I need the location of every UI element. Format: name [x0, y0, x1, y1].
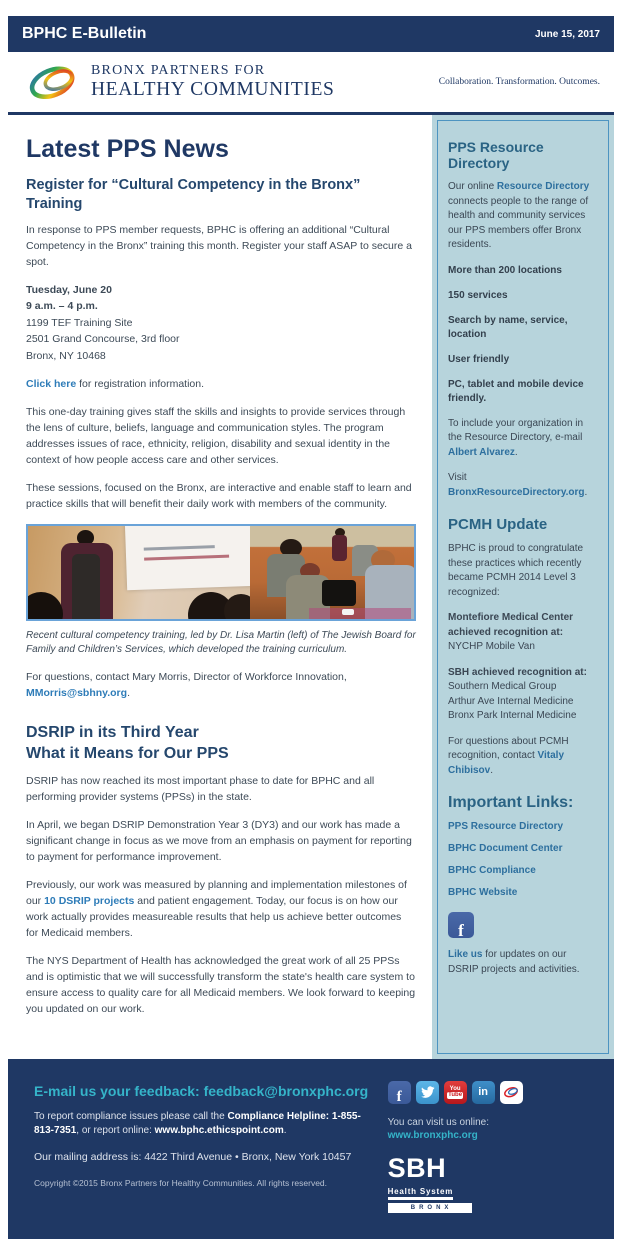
article1-heading: Register for “Cultural Competency in the Bronx” Training	[26, 177, 361, 212]
sbh-logo-bronx: BRONX	[388, 1203, 472, 1213]
facebook-icon[interactable]: f	[388, 1081, 411, 1104]
bulletin-title: BPHC E-Bulletin	[22, 25, 147, 42]
visit-directory-line: Visit BronxResourceDirectory.org.	[448, 472, 588, 498]
montefiore-recognition: Montefiore Medical Center achieved recognition at: NYCHP Mobile Van	[448, 612, 574, 652]
link-pps-resource-directory[interactable]: PPS Resource Directory	[448, 821, 564, 832]
include-org-note: To include your organization in the Resource Directory, e-mail Albert Alvarez.	[448, 417, 584, 458]
photo-caption: Recent cultural competency training, led by Dr. Lisa Martin (left) of The Jewish Board for Family and Children’s Services, which developed the training curriculum.	[26, 630, 416, 656]
bronx-resource-directory-link[interactable]: BronxResourceDirectory.org	[448, 486, 585, 498]
youtube-icon[interactable]: You Tube	[444, 1081, 467, 1104]
article1-para1: This one-day training gives staff the skills and insights to provide services through the lens of culture, beliefs, language and communication styles. The program addresses issues of race, ethnicity, religion, disability and sexual identity in the context of how people access care and other services.	[26, 406, 406, 467]
training-photo	[26, 524, 416, 621]
footer-left	[34, 1075, 372, 1213]
article2-para4: The NYS Department of Health has acknowledged the great work of all 25 PPSs and is optimistic that we will successfully transform the state's health care system to ensure access to quality care for all Medicaid members. We look forward to keeping you updated on our work.	[26, 954, 416, 1015]
mmorris-email-link[interactable]: MMorris@sbhny.org	[26, 687, 128, 700]
projection-screen	[125, 526, 251, 590]
article2-para1: DSRIP has now reached its most important phase to date for BPHC and all performing provider systems (PPSs) in the state.	[26, 774, 375, 803]
contact-text: For questions, contact Mary Morris, Director of Workforce Innovation,	[26, 671, 347, 684]
brand-header	[8, 52, 614, 115]
bphc-swirl-icon[interactable]	[500, 1081, 523, 1104]
instructor-figure	[332, 535, 347, 561]
compliance-line: To report compliance issues please call the Compliance Helpline: 1-855-813-7351, or report online: www.bphc.ethicspoint.com.	[34, 1110, 361, 1136]
article1-para2: These sessions, focused on the Bronx, are interactive and enable staff to learn and practice skills that will benefit their daily work with members of the community.	[26, 482, 412, 511]
sidebar-heading-important-links: Important Links:	[448, 794, 574, 811]
bphc-swirl-logo-icon	[28, 61, 80, 103]
feature-device-friendly: PC, tablet and mobile device friendly.	[448, 378, 584, 404]
event-date: Tuesday, June 20	[26, 283, 112, 296]
bulletin-header-bar	[8, 16, 614, 52]
link-bphc-website[interactable]: BPHC Website	[448, 887, 518, 898]
sidebar	[432, 115, 614, 1059]
albert-alvarez-link[interactable]: Albert Alvarez	[448, 446, 515, 458]
mailing-address: Our mailing address is: 4422 Third Avenue • Bronx, New York 10457	[34, 1150, 352, 1163]
sbh-logo-subtitle: Health System	[388, 1187, 454, 1200]
link-bphc-compliance[interactable]: BPHC Compliance	[448, 865, 536, 876]
org-tagline: Collaboration. Transformation. Outcomes.	[438, 77, 600, 87]
footer	[8, 1059, 614, 1239]
event-site: 1199 TEF Training Site	[26, 316, 133, 329]
event-address: 2501 Grand Concourse, 3rd floor	[26, 333, 180, 346]
section-title: Latest PPS News	[26, 135, 229, 163]
link-bphc-document-center[interactable]: BPHC Document Center	[448, 843, 563, 854]
sbh-logo-name: SBH	[387, 1152, 447, 1183]
sbh-logo	[387, 1152, 596, 1213]
footer-right	[372, 1075, 596, 1213]
bronxphc-website-link[interactable]: www.bronxphc.org	[387, 1129, 478, 1141]
registration-line	[26, 376, 416, 392]
like-us-line: Like us for updates on our DSRIP projects and activities.	[448, 949, 580, 975]
copyright-line: Copyright ©2015 Bronx Partners for Healthy Communities. All rights reserved.	[34, 1177, 328, 1188]
pcmh-intro: BPHC is proud to congratulate these practices which recently became PCMH 2014 Level 3 recognized:	[448, 543, 584, 598]
article1-intro: In response to PPS member requests, BPHC is offering an additional “Cultural Competency in the Bronx” training this month. Register your staff ASAP to secure a spot.	[26, 223, 412, 268]
contact-line: For questions, contact Mary Morris, Director of Workforce Innovation, MMorris@sbhny.org.	[26, 671, 347, 700]
dsrip-projects-link[interactable]: 10 DSRIP projects	[44, 894, 135, 907]
camera	[322, 580, 356, 606]
click-here-link[interactable]: Click here	[26, 378, 77, 391]
audience-head	[224, 594, 251, 619]
resource-directory-link[interactable]: Resource Directory	[496, 181, 590, 192]
audience-head	[28, 592, 63, 619]
org-name-line2: HEALTHY COMMUNITIES	[91, 79, 335, 100]
feature-locations: More than 200 locations	[448, 264, 562, 276]
feature-user-friendly: User friendly	[448, 353, 510, 365]
ethicspoint-link[interactable]: www.bphc.ethicspoint.com	[154, 1124, 284, 1136]
article2-para3: Previously, our work was measured by planning and implementation milestones of our 10 DSRIP projects and patient engagement. Today, our focus is on how our work actually provides measureable results that help us achieve better outcomes for Medicaid members.	[26, 878, 407, 939]
bulletin-date: June 15, 2017	[534, 28, 600, 40]
vitaly-chibisov-link[interactable]: Vitaly Chibisov	[448, 750, 564, 776]
main-column	[8, 115, 432, 1059]
event-details	[26, 282, 416, 365]
article2-para2: In April, we began DSRIP Demonstration Year 3 (DY3) and our work has made a significant change in focus as we move from an emphasis on payment for reporting to payment for performance improvement.	[26, 818, 412, 863]
content-columns	[8, 115, 614, 1059]
sbh-recognition: SBH achieved recognition at: Southern Medical Group Arthur Ave Internal Medicine Bronx Park Internal Medicine	[448, 666, 587, 721]
compliance-helpline: Compliance Helpline: 1-855-813-7351	[34, 1110, 361, 1136]
pcmh-questions: For questions about PCMH recognition, contact Vitaly Chibisov.	[448, 735, 569, 776]
social-icons-row	[388, 1081, 596, 1104]
like-us-link[interactable]: Like us	[448, 949, 483, 960]
photo-left-panel	[28, 526, 250, 619]
feedback-line[interactable]: E-mail us your feedback: feedback@bronxphc.org	[34, 1082, 369, 1099]
brand-lockup	[28, 61, 334, 103]
visit-online-label: You can visit us online:	[387, 1116, 489, 1128]
feature-services: 150 services	[448, 289, 508, 301]
twitter-icon[interactable]	[416, 1081, 439, 1104]
linkedin-icon[interactable]: in	[472, 1081, 495, 1104]
article2-heading-line1: DSRIP in its Third Year	[26, 724, 199, 742]
photo-right-panel	[250, 526, 414, 619]
org-name	[91, 63, 334, 101]
resource-directory-intro: Our online Resource Directory connects people to the range of health and community services our PPS members offer Bronx residents.	[448, 181, 590, 250]
article2-heading-line2: What it Means for Our PPS	[26, 744, 229, 762]
org-name-line1: BRONX PARTNERS FOR	[91, 63, 266, 78]
event-city: Bronx, NY 10468	[26, 349, 106, 362]
facebook-icon[interactable]: f	[448, 912, 474, 938]
sidebar-heading-pcmh: PCMH Update	[448, 516, 548, 533]
article2-heading	[26, 723, 416, 765]
sidebar-heading-resource-directory: PPS Resource Directory	[448, 139, 544, 171]
feature-search: Search by name, service, location	[448, 314, 568, 340]
sidebar-inner	[437, 120, 609, 1054]
registration-text: for registration information.	[76, 378, 205, 391]
event-time: 9 a.m. – 4 p.m.	[26, 300, 98, 313]
